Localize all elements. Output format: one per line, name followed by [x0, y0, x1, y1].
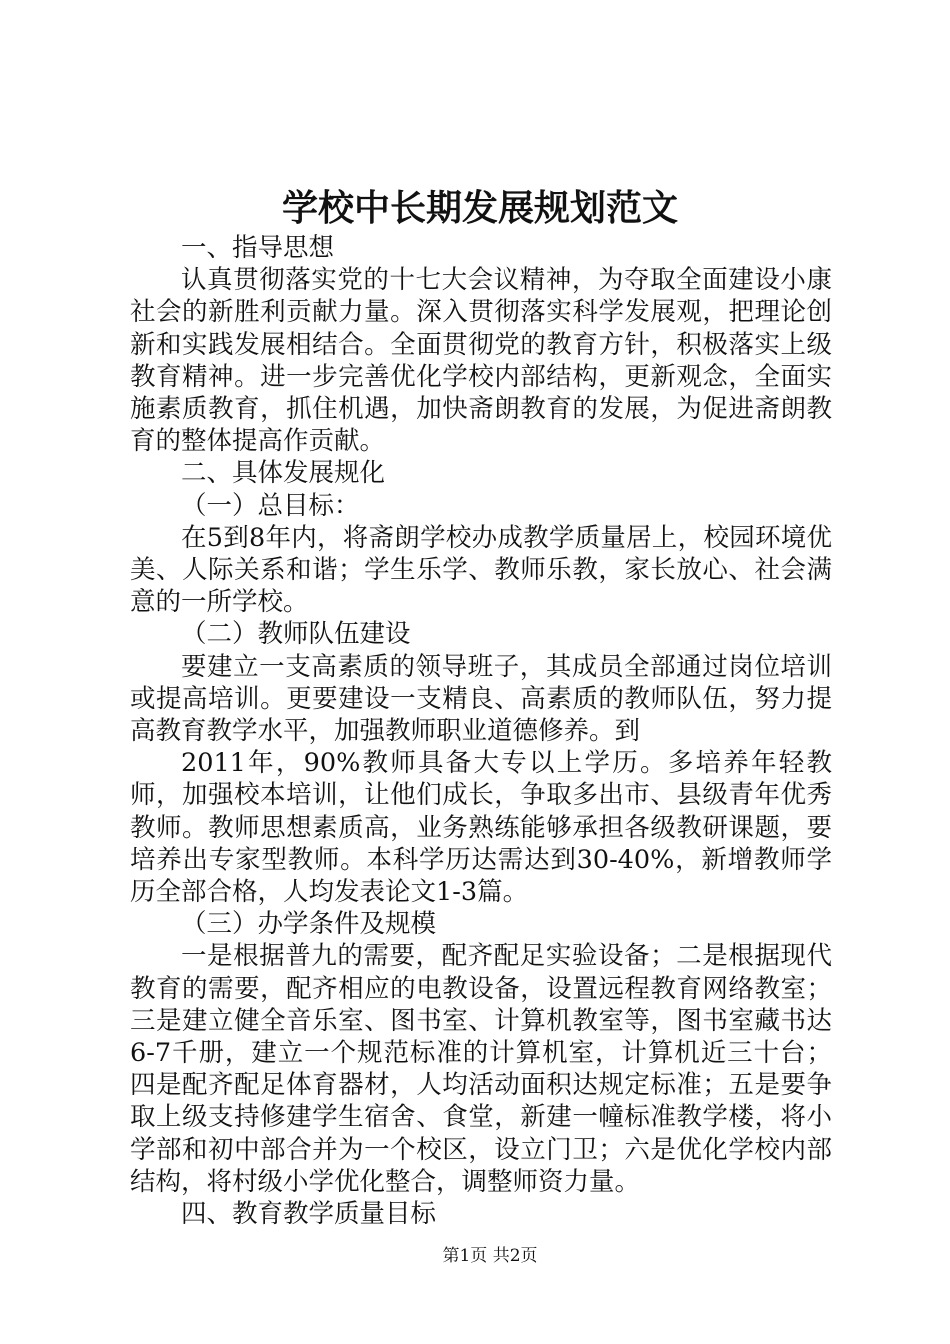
- section-heading-development-plan: 二、具体发展规化: [181, 458, 386, 489]
- section-heading-guiding-ideology: 一、指导思想: [181, 233, 335, 263]
- subsection-heading-overall-goal: （一）总目标：: [181, 490, 360, 521]
- document-title: 学校中长期发展规划范文: [281, 187, 678, 229]
- body-paragraph: 认真贯彻落实党的十七大会议精神，为夺取全面建设小康社会的新胜利贡献力量。深入贯彻落实科学发展观，把理论创新和实践发展相结合。全面贯彻党的教育方针，积极落实上级教育精神。进一步完善优化学校内部结构，更新观念，全面实施素质教育，抓住机遇，加快斋朗教育的发展，为促进斋朗教育的整体提高作贡献。: [130, 265, 832, 457]
- body-paragraph: 在5到8年内，将斋朗学校办成教学质量居上，校园环境优美、人际关系和谐；学生乐学、教师乐教，家长放心、社会满意的一所学校。: [130, 522, 832, 618]
- document-body: [130, 232, 832, 1230]
- page-number-footer: 第1页 共2页: [442, 1246, 538, 1266]
- subsection-heading-school-conditions: （三）办学条件及规模: [181, 909, 437, 940]
- body-paragraph: 要建立一支高素质的领导班子，其成员全部通过岗位培训或提高培训。更要建设一支精良、高素质的教师队伍，努力提高教育教学水平，加强教师职业道德修养。到: [130, 651, 832, 747]
- body-paragraph: 一是根据普九的需要，配齐配足实验设备；二是根据现代教育的需要，配齐相应的电教设备，设置远程教育网络教室；三是建立健全音乐室、图书室、计算机教室等，图书室藏书达6-7千册，建立一个规范标准的计算机室，计算机近三十台；四是配齐配足体育器材，人均活动面积达规定标准；五是要争取上级支持修建学生宿舍、食堂，新建一幢标准教学楼，将小学部和初中部合并为一个校区，设立门卫；六是优化学校内部结构，将村级小学优化整合，调整师资力量。: [130, 941, 832, 1197]
- body-paragraph: 2011年，90%教师具备大专以上学历。多培养年轻教师，加强校本培训，让他们成长，争取多出市、县级青年优秀教师。教师思想素质高，业务熟练能够承担各级教研课题，要培养出专家型教师。本科学历达需达到30-40%，新增教师学历全部合格，人均发表论文1-3篇。: [130, 748, 832, 908]
- subsection-heading-teacher-team: （二）教师队伍建设: [181, 619, 411, 650]
- section-heading-quality-goals: 四、教育教学质量目标: [181, 1199, 437, 1230]
